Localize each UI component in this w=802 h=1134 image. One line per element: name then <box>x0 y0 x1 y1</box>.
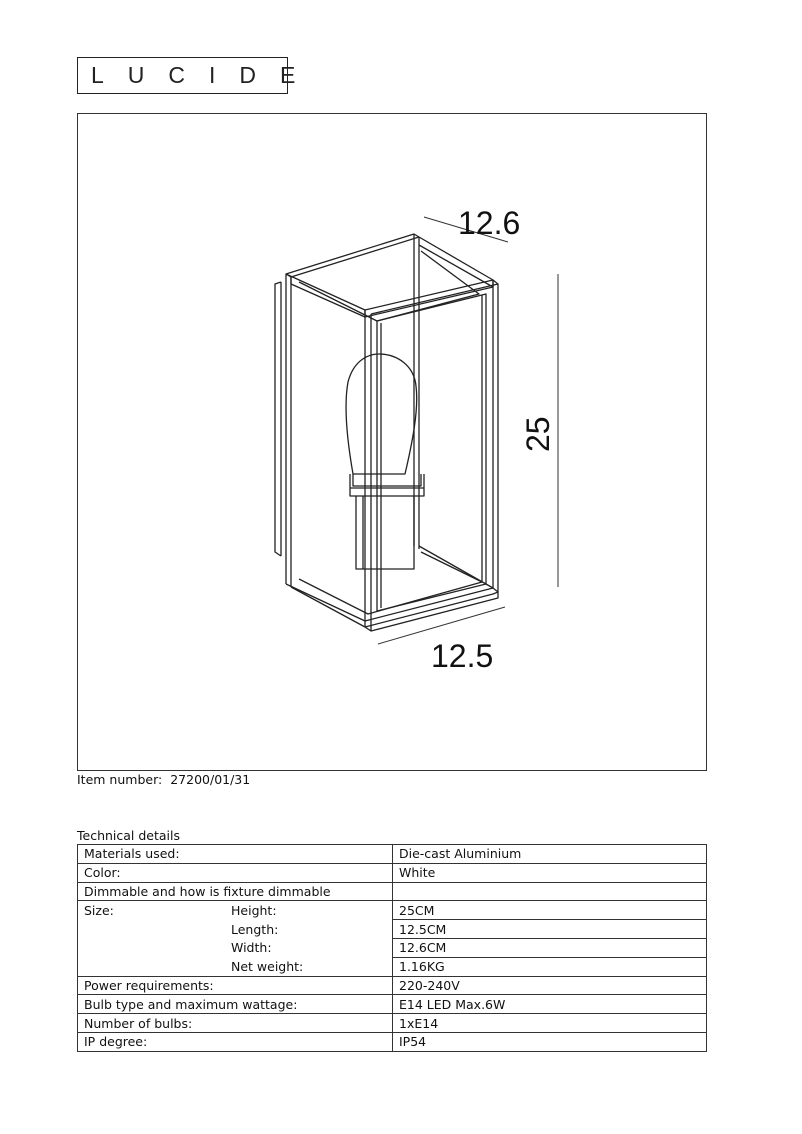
item-number-label: Item number: <box>77 772 163 787</box>
row-value: 12.5CM <box>393 920 707 939</box>
row-label-group <box>78 957 393 976</box>
table-row <box>78 901 707 920</box>
lamp-drawing <box>78 114 708 772</box>
row-label: IP degree: <box>78 1032 393 1051</box>
row-sublabel: Width: <box>231 940 272 956</box>
dim-height: 25 <box>520 416 556 452</box>
item-number <box>77 772 250 787</box>
row-sublabel: Length: <box>231 921 279 937</box>
row-value: Die-cast Aluminium <box>393 845 707 864</box>
row-value <box>393 882 707 901</box>
row-value: White <box>393 863 707 882</box>
row-value: 1xE14 <box>393 1014 707 1033</box>
row-value: IP54 <box>393 1032 707 1051</box>
row-label: Dimmable and how is fixture dimmable <box>78 882 393 901</box>
row-sublabel: Height: <box>231 903 277 919</box>
row-label: Power requirements: <box>78 976 393 995</box>
row-label: Materials used: <box>78 845 393 864</box>
table-row <box>78 976 707 995</box>
item-number-value: 27200/01/31 <box>170 772 251 787</box>
row-sublabel: Net weight: <box>231 958 304 974</box>
table-row <box>78 938 707 957</box>
table-row <box>78 1032 707 1051</box>
row-label: Number of bulbs: <box>78 1014 393 1033</box>
dim-length: 12.5 <box>431 638 494 674</box>
table-row <box>78 863 707 882</box>
dim-depth: 12.6 <box>458 205 521 241</box>
logo-text: LUCIDE <box>91 62 320 88</box>
table-row <box>78 957 707 976</box>
brand-logo <box>77 57 320 94</box>
row-value: 220-240V <box>393 976 707 995</box>
row-label: Size: <box>84 903 114 919</box>
table-row <box>78 920 707 939</box>
table-row <box>78 882 707 901</box>
row-value: 1.16KG <box>393 957 707 976</box>
row-label: Bulb type and maximum wattage: <box>78 995 393 1014</box>
row-value: E14 LED Max.6W <box>393 995 707 1014</box>
row-value: 25CM <box>393 901 707 920</box>
table-row <box>78 845 707 864</box>
row-label-group <box>78 938 393 957</box>
technical-details-title: Technical details <box>77 828 181 843</box>
row-label: Color: <box>78 863 393 882</box>
drawing-frame <box>77 113 707 771</box>
row-label-group <box>78 901 393 920</box>
table-row <box>78 995 707 1014</box>
row-value: 12.6CM <box>393 938 707 957</box>
table-row <box>78 1014 707 1033</box>
technical-details-table <box>77 844 707 1052</box>
row-label-group <box>78 920 393 939</box>
